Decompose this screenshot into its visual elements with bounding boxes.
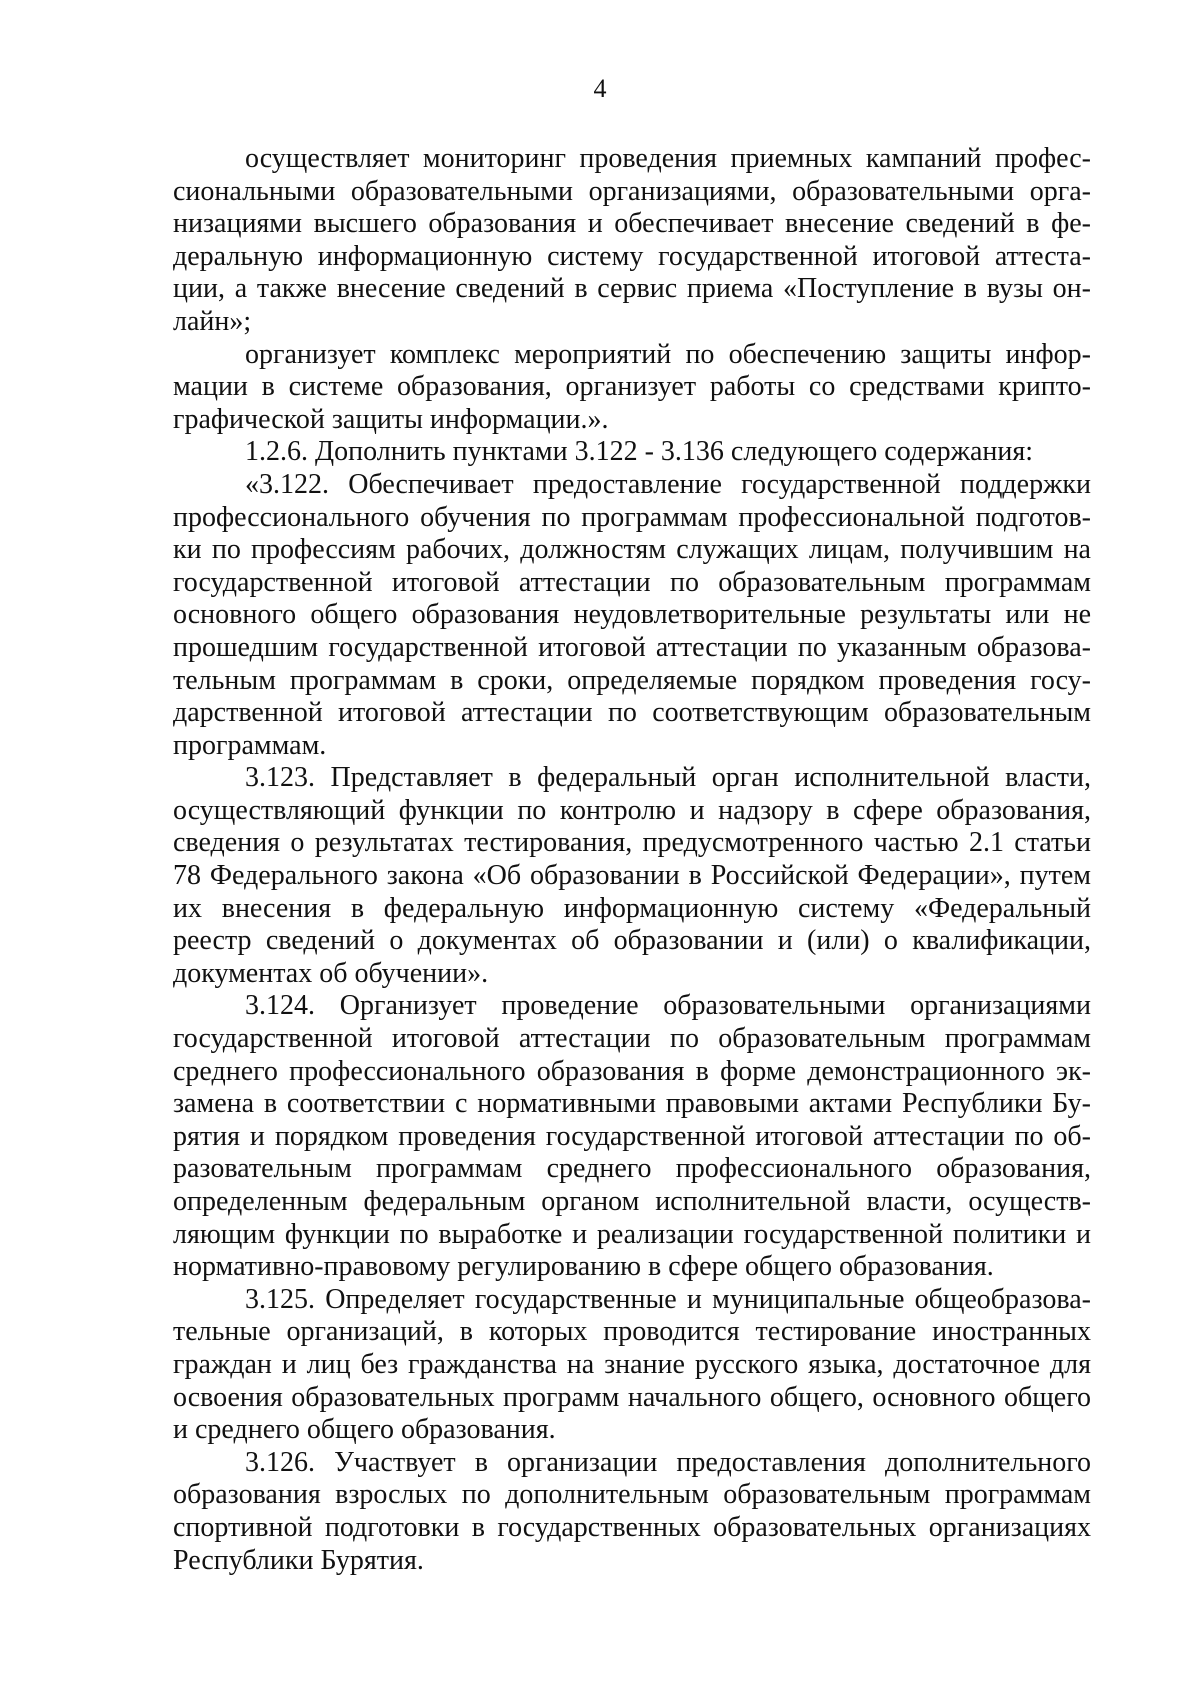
paragraph-monitoring: осуществляет мониторинг проведения приемных кампаний профессиональными образовательными организациями, образовательными организациями высшего образования и обеспечивает внесение сведений в федеральную информационную систему государственной итоговой аттестации, а также внесение сведений в сервис приема «Поступление в вузы онлайн»; xyxy=(173,143,1091,337)
paragraph-3-123: 3.123. Представляет в федеральный орган исполнительной власти, осуществляющий функции по контролю и надзору в сфере образования, сведения о результатах тестирования, предусмотренного частью 2.1 статьи 78 Федерального закона «Об образовании в Российской Федерации», путем их внесения в федеральную информационную систему «Федеральный реестр сведений о документах об образовании и (или) о квалификации, документах об обучении». xyxy=(173,762,1091,989)
paragraph-amendment-1-2-6: 1.2.6. Дополнить пунктами 3.122 - 3.136 следующего содержания: xyxy=(245,436,1033,468)
paragraph-3-125: 3.125. Определяет государственные и муниципальные общеобразовательные организаций, в которых проводится тестирование иностранных граждан и лиц без гражданства на знание русского языка, достаточное для освоения образовательных программ начального общего, основного общего и среднего общего образования. xyxy=(173,1283,1091,1446)
paragraph-3-126: 3.126. Участвует в организации предоставления дополнительного образования взрослых по дополнительным образовательным программам спортивной подготовки в государственных образовательных организациях Республики Бурятия. xyxy=(173,1446,1091,1576)
paragraph-3-124: 3.124. Организует проведение образовательными организациями государственной итоговой аттестации по образовательным программам среднего профессионального образования в форме демонстрационного экзамена в соответствии с нормативными правовыми актами Республики Бурятия и порядком проведения государственной итоговой аттестации по образовательным программам среднего профессионального образования, определенным федеральным органом исполнительной власти, осуществляющим функции по выработке и реализации государственной политики и нормативно-правовому регулированию в сфере общего образования. xyxy=(173,990,1091,1283)
paragraph-data-protection: организует комплекс мероприятий по обеспечению защиты информации в системе образования, организует работы со средствами криптографической защиты информации.». xyxy=(173,338,1091,435)
document-body xyxy=(173,143,1091,1577)
page-number: 4 xyxy=(593,74,607,103)
paragraph-3-122: «3.122. Обеспечивает предоставление государственной поддержки профессионального обучения по программам профессиональной подготовки по профессиям рабочих, должностям служащих лицам, получившим на государственной итоговой аттестации по образовательным программам основного общего образования неудовлетворительные результаты или не прошедшим государственной итоговой аттестации по указанным образовательным программам в сроки, определяемые порядком проведения государственной итоговой аттестации по соответствующим образовательным программам. xyxy=(173,468,1091,761)
